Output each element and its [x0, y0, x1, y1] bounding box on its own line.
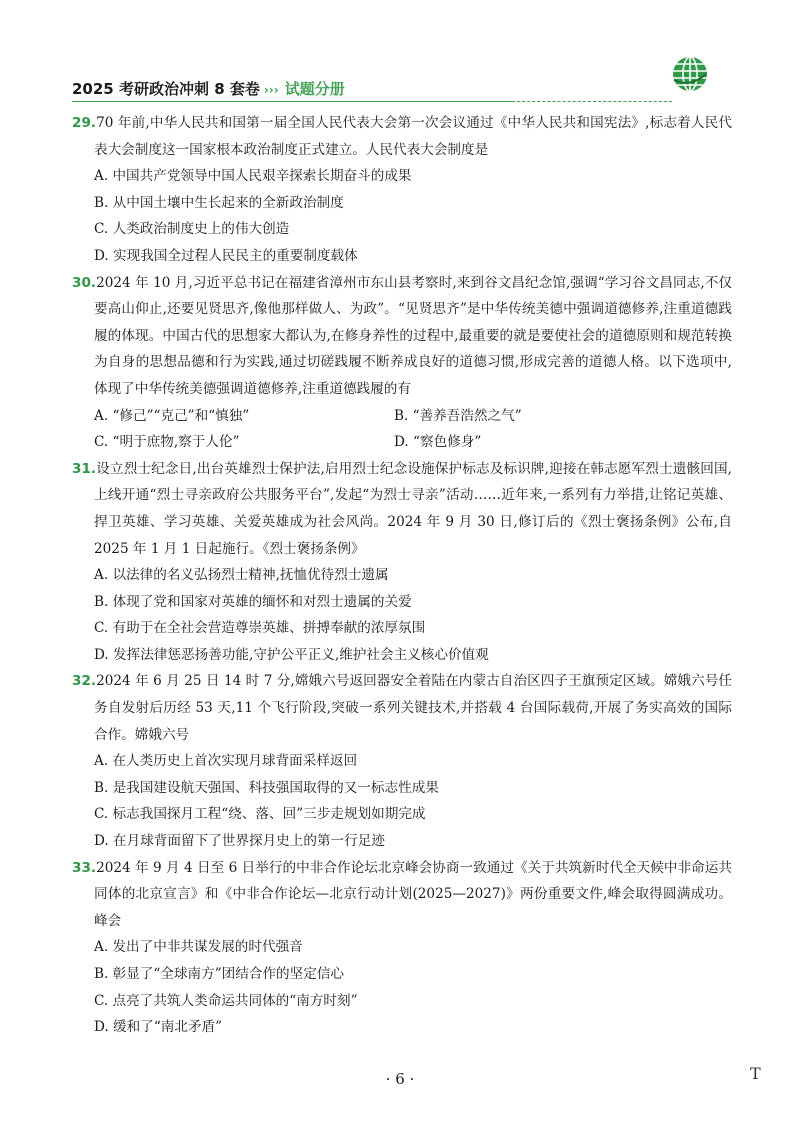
question-number: 30. — [72, 274, 97, 291]
option-a: A. 中国共产党领导中国人民艰辛探索长期奋斗的成果 — [94, 168, 412, 185]
option-a: A. “修己”“克己”和“慎独” — [94, 407, 250, 424]
question-text: 设立烈士纪念日,出台英雄烈士保护法,启用烈士纪念设施保护标志及标识牌,迎接在韩志愿军烈士遗骸回国,上线开通“烈士寻亲政府公共服务平台”,发起“为烈士寻亲”活动……近年来,一系列有力举措,让铭记英雄、捍卫英雄、学习英雄、关爱英雄成为社会风尚。2024 年 9 月 30 日,修订后的《烈士褒扬条例》公布,自 2025 年 1 月 1 日起施行。《烈士褒扬条例》 — [94, 460, 732, 557]
option-c: C. 人类政治制度史上的伟大创造 — [94, 221, 290, 238]
globe-icon — [670, 54, 710, 94]
option-d: D. 发挥法律惩恶扬善功能,守护公平正义,维护社会主义核心价值观 — [94, 646, 489, 663]
question-stem — [72, 110, 732, 163]
option-d: D. 在月球背面留下了世界探月史上的第一行足迹 — [94, 833, 385, 850]
option-d: D. “察色修身” — [394, 434, 482, 451]
question-number: 33. — [72, 859, 97, 876]
option-c: C. 有助于在全社会营造尊崇英雄、拼搏奉献的浓厚氛围 — [94, 620, 426, 637]
question-list — [72, 110, 732, 1041]
section-title: 试题分册 — [284, 80, 345, 98]
header-title-line — [72, 78, 345, 99]
header-rule — [72, 101, 512, 102]
question-number: 32. — [72, 673, 97, 690]
book-title: 2025 考研政治冲刺 8 套卷 — [72, 80, 260, 98]
option-b: B. 彰显了“全球南方”团结合作的坚定信心 — [94, 966, 345, 982]
option-c: C. 标志我国探月工程“绕、落、回”三步走规划如期完成 — [94, 806, 426, 823]
question-33 — [72, 855, 732, 1041]
question-29 — [72, 110, 732, 270]
page-header — [72, 74, 712, 104]
option-a: A. 在人类历史上首次实现月球背面采样返回 — [94, 753, 358, 770]
option-b: B. 从中国土壤中生长起来的全新政治制度 — [94, 194, 344, 211]
page-number: · 6 · — [385, 1070, 415, 1088]
option-d: D. 缓和了“南北矛盾” — [94, 1019, 223, 1036]
question-stem — [72, 668, 732, 748]
question-30 — [72, 270, 732, 456]
question-stem — [72, 456, 732, 562]
question-text: 2024 年 9 月 4 日至 6 日举行的中非合作论坛北京峰会协商一致通过《关于共筑新时代全天候中非命运共同体的北京宣言》和《中非合作论坛—北京行动计划(2025—2027)》两份重要文件,峰会取得圆满成功。峰会 — [94, 859, 732, 929]
question-text: 70 年前,中华人民共和国第一届全国人民代表大会第一次会议通过《中华人民共和国宪法》,标志着人民代表大会制度这一国家根本政治制度正式建立。人民代表大会制度是 — [94, 115, 732, 158]
option-row — [72, 403, 732, 430]
option-c: C. 点亮了共筑人类命运共同体的“南方时刻” — [94, 992, 358, 1009]
header-rule-dashed — [512, 101, 672, 102]
option-b: B. 体现了党和国家对英雄的缅怀和对烈士遗属的关爱 — [94, 593, 412, 610]
question-text: 2024 年 6 月 25 日 14 时 7 分,嫦娥六号返回器安全着陆在内蒙古自治区四子王旗预定区域。嫦娥六号任务自发射后历经 53 天,11 个飞行阶段,突破一系列关键技术,并搭载 4 台国际载荷,开展了务实高效的国际合作。嫦娥六号 — [94, 673, 732, 743]
option-row — [72, 429, 732, 456]
question-32 — [72, 668, 732, 854]
question-number: 29. — [72, 115, 97, 131]
option-b: B. “善养吾浩然之气” — [394, 407, 522, 424]
option-d: D. 实现我国全过程人民民主的重要制度载体 — [94, 247, 358, 264]
corner-mark: T — [750, 1064, 761, 1083]
option-a: A. 发出了中非共谋发展的时代强音 — [94, 939, 303, 956]
option-a: A. 以法律的名义弘扬烈士精神,抚恤优待烈士遗属 — [94, 567, 389, 584]
question-31 — [72, 456, 732, 669]
option-b: B. 是我国建设航天强国、科技强国取得的又一标志性成果 — [94, 779, 439, 796]
question-stem — [72, 270, 732, 403]
question-number: 31. — [72, 460, 97, 477]
question-text: 2024 年 10 月,习近平总书记在福建省漳州市东山县考察时,来到谷文昌纪念馆,强调“学习谷文昌同志,不仅要高山仰止,还要见贤思齐,像他那样做人、为政”。“见贤思齐”是中华传统美德中强调道德修养,注重道德践履的体现。中国古代的思想家大都认为,在修身养性的过程中,最重要的就是要使社会的道德原则和规范转换为自身的思想品德和行为实践,通过切磋践履不断养成良好的道德习惯,形成完善的道德人格。以下选项中,体现了中华传统美德强调道德修养,注重道德践履的有 — [94, 274, 732, 397]
option-c: C. “明于庶物,察于人伦” — [94, 434, 240, 451]
chevron-right-icon: ››› — [263, 83, 279, 97]
question-stem — [72, 855, 732, 935]
